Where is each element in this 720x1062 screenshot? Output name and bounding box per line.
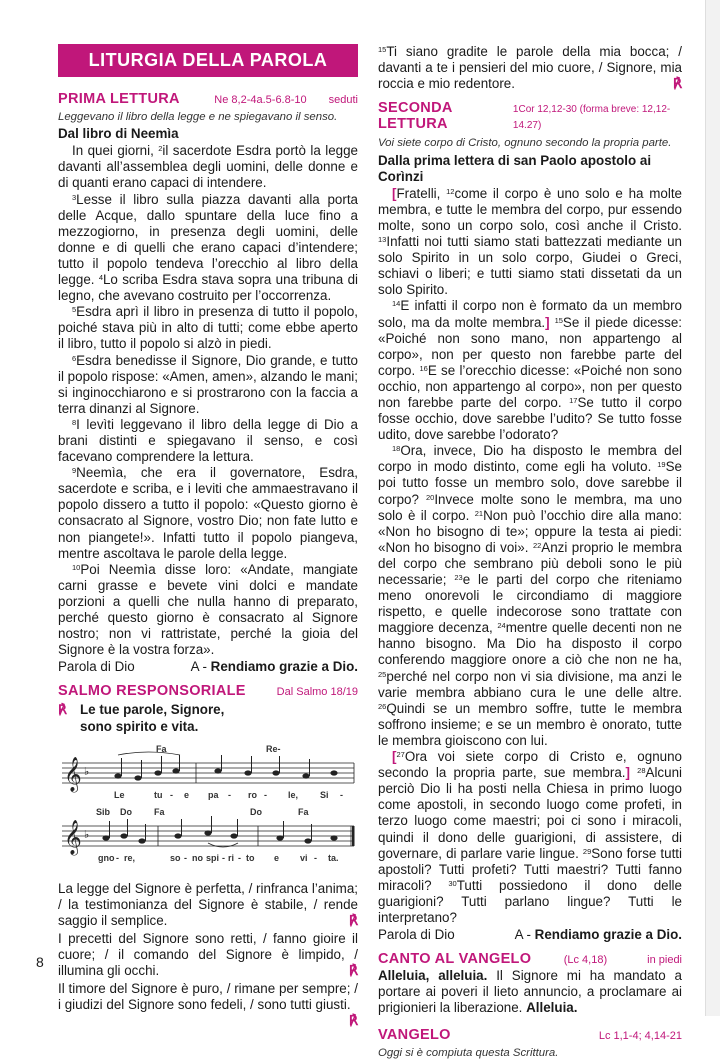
lyric: - (116, 852, 119, 863)
chord: Fa (154, 806, 165, 817)
canto-heading (378, 951, 682, 968)
lyric: so (170, 852, 181, 863)
lyric: - (264, 789, 267, 800)
lyric: no (192, 852, 203, 863)
lyric: re, (124, 852, 136, 863)
prima-lettura-subtitle: Leggevano il libro della legge e ne spiegavano il senso. (58, 111, 338, 124)
lyric: - (222, 852, 225, 863)
lyric: tu (154, 789, 163, 800)
page-edge (705, 0, 720, 1016)
psalm-stanza: I precetti del Signore sono retti, / fanno gioire il cuore; / il comando del Signore è limpido, / illumina gli occhi. ℟ (58, 930, 358, 979)
paragraph: In quei giorni, $^2$il sacerdote Esdra portò la legge davanti all’assemblea degli uomini, delle donne e di quanti erano capaci di intendere. (58, 143, 359, 191)
canto-title: CANTO AL VANGELO (378, 951, 532, 968)
salmo-ref: Dal Salmo 18/19 (276, 686, 358, 699)
seconda-lettura-subtitle: Voi siete corpo di Cristo, ognuno secondo la propria parte. (378, 137, 672, 150)
section-banner: LITURGIA DELLA PAROLA (58, 44, 358, 77)
seconda-lettura-heading (378, 100, 682, 134)
paragraph: $^5$Esdra aprì il libro in presenza di tutto il popolo, poiché stava più in alto di tutti; come ebbe aperto il libro, tutto il popolo si alzò in piedi. (58, 304, 358, 352)
reading-conclusion: Parola di Dio A - Rendiamo grazie a Dio. (58, 659, 358, 675)
paragraph: [$^{27}$Ora voi siete corpo di Cristo e, ognuno secondo la propria parte, sue membra.] $^{28}$Alcuni perciò Dio li ha posti nella Chiesa in primo luogo come apostoli, in secondo luogo come profeti, in terzo luogo come maestri; poi ci sono i miracoli, quindi il dono delle guarigioni, di assistere, di governare, di parlare varie lingue. $^{29}$Sono forse tutti apostoli? Tutti profeti? Tutti maestri? Tutti fanno miracoli? $^{30}$Tutti possiedono il dono delle guarigioni? Tutti parlano lingue? Tutti le interpretano? (378, 749, 682, 925)
psalm-stanza: La legge del Signore è perfetta, / rinfranca l’anima; / la testimonianza del Signore è stabile, / rende saggio il semplice. ℟ (58, 880, 358, 928)
salmo-response: ℟ Le tue parole, Signore, sono spirito e vita. (58, 702, 225, 734)
paragraph: $^9$Neemìa, che era il governatore, Esdra, sacerdote e scriba, e i leviti che ammaestravano il popolo dissero a tutto il popolo: «Questo giorno è consacrato al Signore, vostro Dio; non fate lutto e non piangete!». Infatti tutto il popolo piangeva, mentre ascoltava le parole della legge. (58, 465, 358, 561)
prima-lettura-posture: seduti (328, 94, 358, 106)
lyric: vi (300, 852, 308, 863)
canto-text: Alleluia, alleluia. Il Signore mi ha mandato a portare ai poveri il lieto annuncio, a proclamare ai prigionieri la liberazione. Alleluia. (378, 968, 682, 1016)
salmo-title: SALMO RESPONSORIALE (58, 683, 246, 700)
paragraph: $^6$Esdra benedisse il Signore, Dio grande, e tutto il popolo rispose: «Amen, amen», alzando le mani; si inginocchiarono e si prostrarono con la faccia a terra dinanzi al Signore. (58, 352, 358, 416)
response-icon: ℟ (348, 963, 358, 979)
lyric: - (314, 852, 317, 863)
lyric: ta. (328, 852, 339, 863)
psalm-stanza: $^{15}$Ti siano gradite le parole della mia bocca; / davanti a te i pensieri del mio cuore, / Signore, mia roccia e mio redentore. ℟ (378, 44, 682, 92)
lyric: le, (288, 789, 299, 800)
chord: Fa (298, 806, 309, 817)
response-icon: ℟ (672, 76, 682, 92)
response-icon: ℟ (348, 912, 358, 928)
prima-lettura-ref: Ne 8,2-4a.5-6.8-10 (214, 94, 307, 106)
lyric: - (238, 852, 241, 863)
reading-conclusion: Parola di Dio A - Rendiamo grazie a Dio. (378, 927, 682, 943)
paragraph: $^{18}$Ora, invece, Dio ha disposto le membra del corpo in modo distinto, come egli ha voluto. $^{19}$Se poi tutto fosse un membro solo, dove sarebbe il corpo? $^{20}$Invece molte sono le membra, ma uno solo è il corpo. $^{21}$Non può l’occhio dire alla mano: «Non ho bisogno di te»; oppure la testa ai piedi: «Non ho bisogno di voi». $^{22}$Anzi proprio le membra del corpo che sembrano più deboli sono le più necessarie; $^{23}$e le parti del corpo che riteniamo meno onorevoli le circondiamo di maggiore rispetto, e quelle indecorose sono trattate con maggiore decenza, $^{24}$mentre quelle decenti non ne hanno bisogno. Ma Dio ha disposto il corpo conferendo maggiore onore a ciò che non ne ha, $^{25}$perché nel corpo non vi sia divisione, ma anzi le varie membra abbiano cura le une delle altre. $^{26}$Quindi se un membro soffre, tutte le membra soffrono insieme; e se un membro è onorato, tutte le membra gioiscono con lui. (378, 443, 682, 748)
left-column (58, 42, 358, 1030)
right-column (378, 44, 682, 1062)
music-score (58, 743, 358, 873)
chord: Sib (96, 806, 111, 817)
music-staff-icon (58, 743, 358, 873)
canto-posture: in piedi (647, 954, 682, 967)
lyric: spi (206, 852, 220, 863)
chord: Do (250, 806, 262, 817)
lyric: ri (228, 852, 235, 863)
svg-text:𝄞: 𝄞 (64, 819, 82, 855)
paragraph: $^{10}$Poi Neemìa disse loro: «Andate, mangiate carni grasse e bevete vini dolci e mandate porzioni a quelli che nulla hanno di preparato, perché questo giorno è consacrato al Signore nostro; non vi rattristate, perché la gioia del Signore è la vostra forza». (58, 561, 358, 658)
chord: Fa (156, 743, 167, 754)
paragraph: $^3$Lesse il libro sulla piazza davanti alla porta delle Acque, dallo spuntare della luce fino a mezzogiorno, in presenza degli uomini, delle donne e di quelli che erano capaci d’intendere; tutto il popolo tendeva l’orecchio al libro della legge. $^4$Lo scriba Esdra stava sopra una tribuna di legno, che avevano costruito per l’occorrenza. (58, 191, 358, 304)
paragraph: [Fratelli, $^{12}$come il corpo è uno solo e ha molte membra, e tutte le membra del corpo, pur essendo molte, sono un corpo solo, così anche il Cristo. $^{13}$Infatti noi tutti siamo stati battezzati mediante un solo Spirito in un solo corpo, Giudei o Greci, schiavi o liberi; e tutti siamo stati dissetati da un solo Spirito. (378, 185, 682, 298)
chord: Re- (266, 743, 281, 754)
lyric: pa (208, 789, 219, 800)
chord: Do (120, 806, 132, 817)
vangelo-title: VANGELO (378, 1026, 451, 1043)
vangelo-subtitle: Oggi si è compiuta questa Scrittura. (378, 1046, 559, 1059)
response-icon: ℟ (348, 1013, 358, 1029)
lyric: - (228, 789, 231, 800)
vangelo-ref: Lc 1,1-4; 4,14-21 (598, 1029, 682, 1042)
lyric: Si (320, 789, 329, 800)
prima-lettura-heading (58, 91, 358, 108)
paragraph: $^8$I levìti leggevano il libro della legge di Dio a brani distinti e spiegavano il senso, e così facevano comprendere la lettura. (58, 416, 358, 465)
svg-text:𝄞: 𝄞 (64, 756, 82, 792)
lyric: - (170, 789, 173, 800)
vangelo-heading (378, 1027, 682, 1044)
prima-lettura-title: PRIMA LETTURA (58, 91, 180, 107)
svg-text:♭: ♭ (84, 828, 90, 841)
lyric: Le (114, 789, 125, 800)
seconda-lettura-source: Dalla prima lettera di san Paolo apostolo ai Corìnzi (378, 152, 652, 184)
response-icon: ℟ (58, 702, 67, 718)
lyric: gno (98, 852, 115, 863)
canto-ref: (Lc 4,18) (563, 954, 608, 967)
seconda-lettura-ref: 1Cor 12,12-30 (forma breve: 12,12-14.27) (512, 104, 671, 132)
prima-lettura-source: Dal libro di Neemìa (58, 126, 179, 142)
lyric: ro (248, 789, 257, 800)
svg-text:♭: ♭ (84, 765, 90, 778)
seconda-lettura-title: SECONDA LETTURA (378, 100, 453, 133)
lyric: - (340, 789, 343, 800)
psalm-stanza: Il timore del Signore è puro, / rimane per sempre; / i giudizi del Signore sono fedeli, / sono tutti giusti. ℟ (58, 981, 358, 1029)
salmo-heading (58, 683, 358, 700)
lyric: e (184, 789, 190, 800)
paragraph: $^{14}$E infatti il corpo non è formato da un membro solo, ma da molte membra.] $^{15}$Se il piede dicesse: «Poiché non sono mano, non appartengo al corpo», non per questo non farebbe parte del corpo. $^{16}$E se l’orecchio dicesse: «Poiché non sono occhio, non appartengo al corpo», non per questo non farebbe parte del corpo. $^{17}$Se tutto il corpo fosse occhio, dove sarebbe l’udito? Se tutto fosse udito, dove sarebbe l’odorato? (378, 298, 683, 443)
lyric: - (184, 852, 187, 863)
lyric: e (274, 852, 280, 863)
lyric: to (246, 852, 255, 863)
page-number: 8 (36, 954, 44, 970)
